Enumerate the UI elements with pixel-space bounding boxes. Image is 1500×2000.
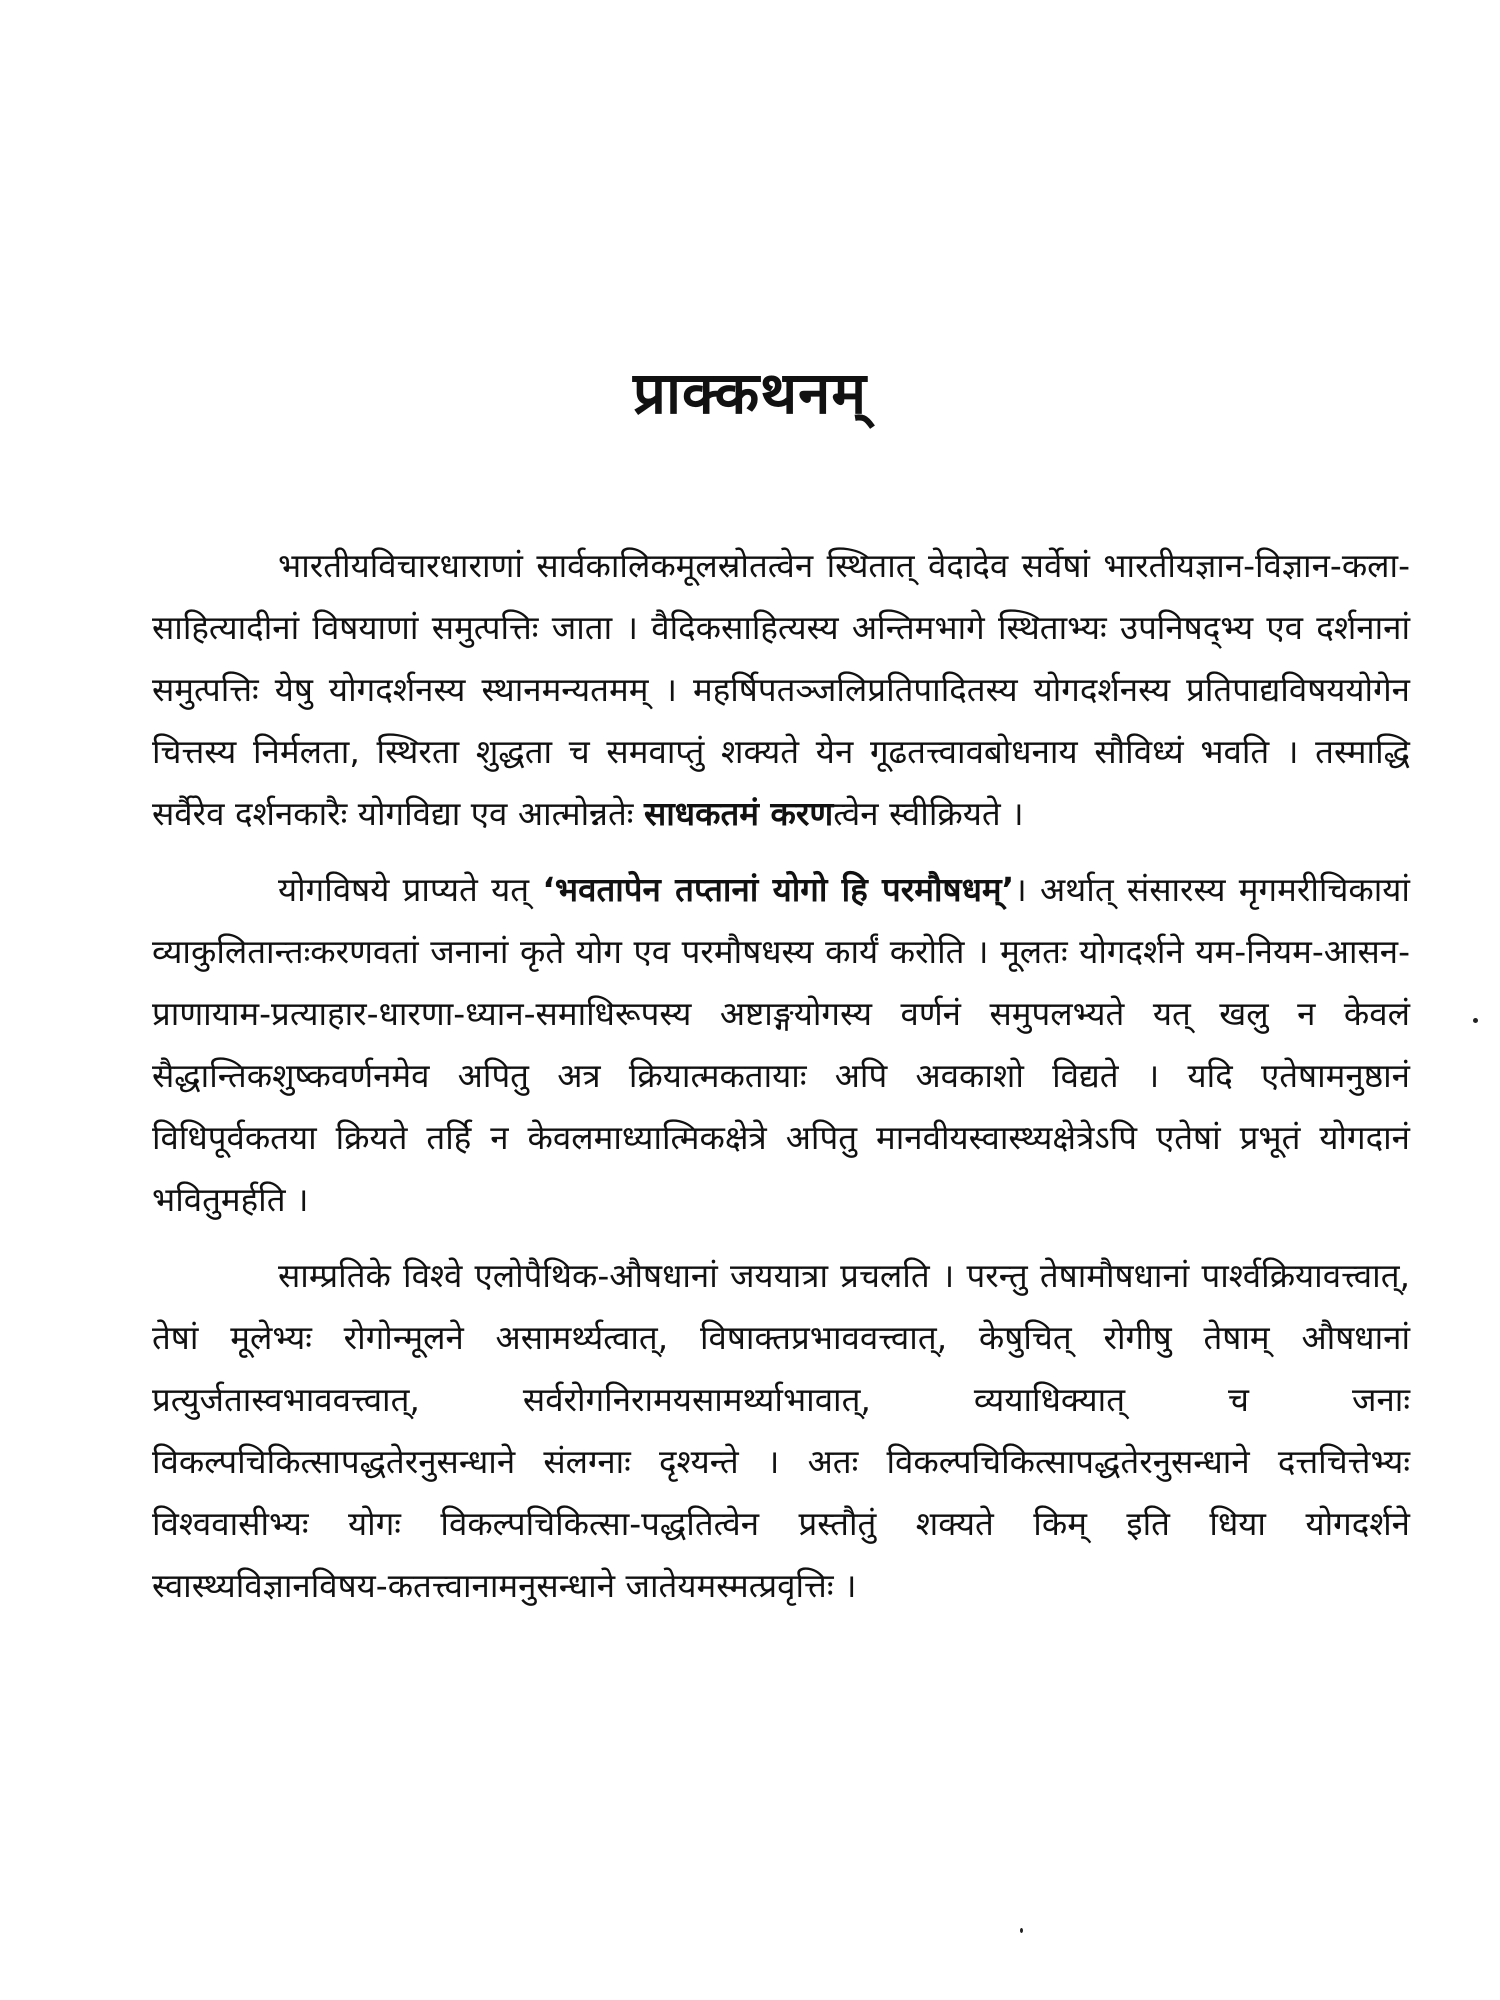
paragraph-1-bold-phrase: साधकतमं करण (643, 794, 834, 833)
paragraph-3-text: साम्प्रतिके विश्वे एलोपैथिक-औषधानां जययात्रा प्रचलति । परन्तु तेषामौषधानां पार्श्वक्रियावत्त्वात्, तेषां मूलेभ्यः रोगोन्मूलने असामर्थ्यत्वात्, विषाक्तप्रभाववत्त्वात्, केषुचित् रोगीषु तेषाम् औषधानां प्रत्युर्जतास्वभाववत्त्वात्, सर्वरोगनिरामयसामर्थ्याभावात्, व्ययाधिक्यात् च जनाः विकल्पचिकित्सापद्धतेरनुसन्धाने संलग्नाः दृश्यन्ते । अतः विकल्पचिकित्सापद्धतेरनुसन्धाने दत्तचित्तेभ्यः विश्ववासीभ्यः योगः विकल्पचिकित्सा-पद्धतित्वेन प्रस्तौतुं शक्यते किम् इति धिया योगदर्शने स्वास्थ्यविज्ञानविषय-कतत्त्वानामनुसन्धाने जातेयमस्मत्प्रवृत्तिः । (152, 1256, 1410, 1605)
paragraph-3 (152, 1245, 1410, 1617)
paragraph-1-text-b: त्वेन स्वीक्रियते । (833, 794, 1024, 833)
paragraph-2-quoted-phrase: ‘भवतापेन तप्तानां योगो हि परमौषधम्’ (542, 870, 1015, 909)
page-title: प्राक्कथनम् (632, 358, 868, 427)
scan-speck (1473, 1018, 1478, 1023)
paragraph-2 (152, 859, 1410, 1231)
paragraph-1 (152, 535, 1410, 845)
paragraph-1-text-a: भारतीयविचारधाराणां सार्वकालिकमूलस्रोतत्वेन स्थितात् वेदादेव सर्वेषां भारतीयज्ञान-विज्ञान-कला-साहित्यादीनां विषयाणां समुत्पत्तिः जाता । वैदिकसाहित्यस्य अन्तिमभागे स्थिताभ्यः उपनिषद्भ्य एव दर्शनानां समुत्पत्तिः येषु योगदर्शनस्य स्थानमन्यतमम् । महर्षिपतञ्जलिप्रतिपादितस्य योगदर्शनस्य प्रतिपाद्यविषययोगेन चित्तस्य निर्मलता, स्थिरता शुद्धता च समवाप्तुं शक्यते येन गूढतत्त्वावबोधनाय सौविध्यं भवति । तस्माद्धि सर्वैरेव दर्शनकारैः योगविद्या एव आत्मोन्नतेः (152, 546, 1410, 833)
body-text (152, 535, 1410, 1631)
paragraph-2-text-a: योगविषये प्राप्यते यत् (278, 870, 543, 909)
scan-speck (1020, 1928, 1023, 1933)
paragraph-2-text-b: । अर्थात् संसारस्य मृगमरीचिकायां व्याकुलितान्तःकरणवतां जनानां कृते योग एव परमौषधस्य कार्यं करोति । मूलतः योगदर्शने यम-नियम-आसन-प्राणायाम-प्रत्याहार-धारणा-ध्यान-समाधिरूपस्य अष्टाङ्गयोगस्य वर्णनं समुपलभ्यते यत् खलु न केवलं सैद्धान्तिकशुष्कवर्णनमेव अपितु अत्र क्रियात्मकतायाः अपि अवकाशो विद्यते । यदि एतेषामनुष्ठानं विधिपूर्वकतया क्रियते तर्हि न केवलमाध्यात्मिकक्षेत्रे अपितु मानवीयस्वास्थ्यक्षेत्रेऽपि एतेषां प्रभूतं योगदानं भवितुमर्हति । (152, 870, 1410, 1219)
